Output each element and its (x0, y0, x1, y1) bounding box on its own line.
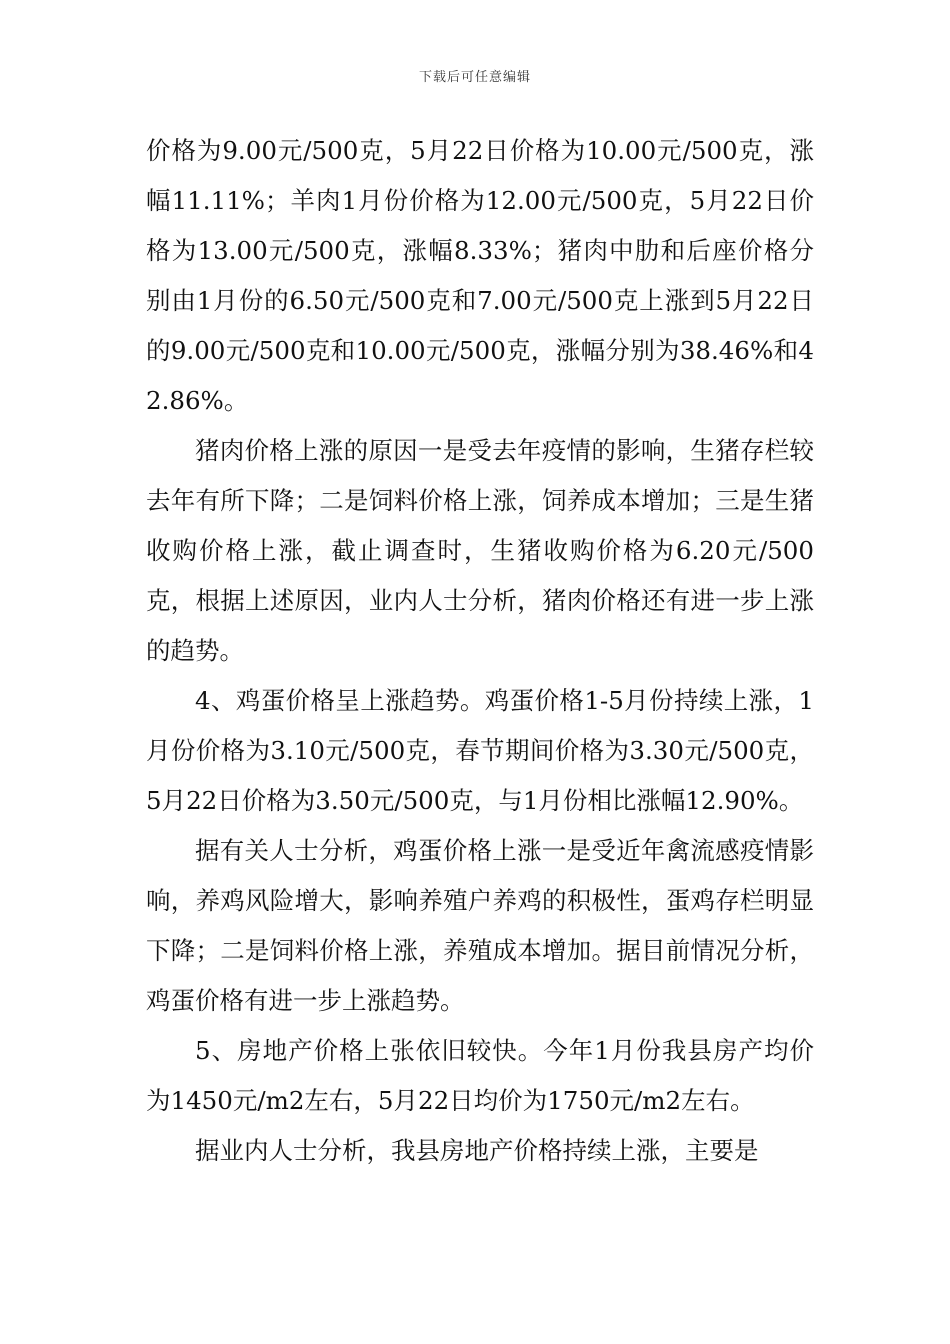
paragraph-meat-prices: 价格为9.00元/500克，5月22日价格为10.00元/500克，涨幅11.11%；羊肉1月份价格为12.00元/500克，5月22日价格为13.00元/500克，涨幅8.33%；猪肉中肋和后座价格分别由1月份的6.50元/500克和7.00元/500克上涨到5月22日的9.00元/500克和10.00元/500克，涨幅分别为38.46%和42.86%。 (146, 136, 814, 415)
paragraph-real-estate-analysis: 据业内人士分析，我县房地产价格持续上涨，主要是 (195, 1136, 759, 1165)
document-body (146, 126, 814, 1176)
paragraph-pork-price-reasons: 猪肉价格上涨的原因一是受去年疫情的影响，生猪存栏较去年有所下降；二是饲料价格上涨，饲养成本增加；三是生猪收购价格上涨，截止调查时，生猪收购价格为6.20元/500克，根据上述原因，业内人士分析，猪肉价格还有进一步上涨的趋势。 (146, 436, 814, 665)
paragraph-egg-prices: 4、鸡蛋价格呈上涨趋势。鸡蛋价格1-5月份持续上涨，1月份价格为3.10元/500克，春节期间价格为3.30元/500克，5月22日价格为3.50元/500克，与1月份相比涨幅12.90%。 (146, 686, 814, 815)
paragraph-real-estate-prices: 5、房地产价格上张依旧较快。今年1月份我县房产均价为1450元/m2左右，5月22日均价为1750元/m2左右。 (146, 1036, 814, 1115)
page-header-note: 下载后可任意编辑 (418, 70, 531, 85)
paragraph-egg-price-reasons: 据有关人士分析，鸡蛋价格上涨一是受近年禽流感疫情影响，养鸡风险增大，影响养殖户养鸡的积极性，蛋鸡存栏明显下降；二是饲料价格上涨，养殖成本增加。据目前情况分析，鸡蛋价格有进一步上涨趋势。 (146, 836, 814, 1015)
